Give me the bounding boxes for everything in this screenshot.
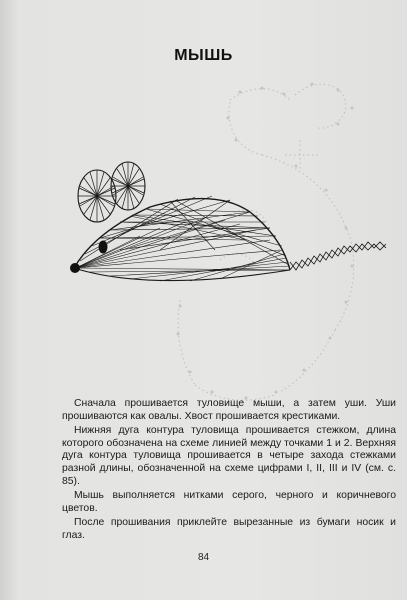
- mouse-nose: [70, 263, 80, 273]
- page-title: МЫШЬ: [174, 47, 233, 64]
- mouse-tail: [290, 242, 386, 270]
- mouse-eye: [99, 241, 108, 254]
- paragraph-4: После прошивания приклейте вырезанные из бумаги носик и глаз.: [62, 517, 396, 541]
- page-number: 84: [197, 552, 210, 563]
- instructions-text: [62, 398, 396, 545]
- mouse-right-ear: [111, 162, 145, 210]
- paragraph-2: Нижняя дуга контура туловища прошивается стежком, длина которого обозначена на схеме линией между точками 1 и 2. Верхняя дуга контура туловища прошивается в четыре захода стежками разной длины, обозначенной на схеме цифрами I, II, III и IV (см. с. 85).: [62, 425, 396, 487]
- mouse-left-ear: [78, 170, 116, 222]
- show-through-figure: [178, 84, 354, 400]
- paragraph-1: Сначала прошивается туловище мыши, а затем уши. Уши прошиваются как овалы. Хвост прошивается крестиками.: [62, 398, 396, 422]
- paragraph-3: Мышь выполняется нитками серого, черного и коричневого цветов.: [62, 490, 396, 514]
